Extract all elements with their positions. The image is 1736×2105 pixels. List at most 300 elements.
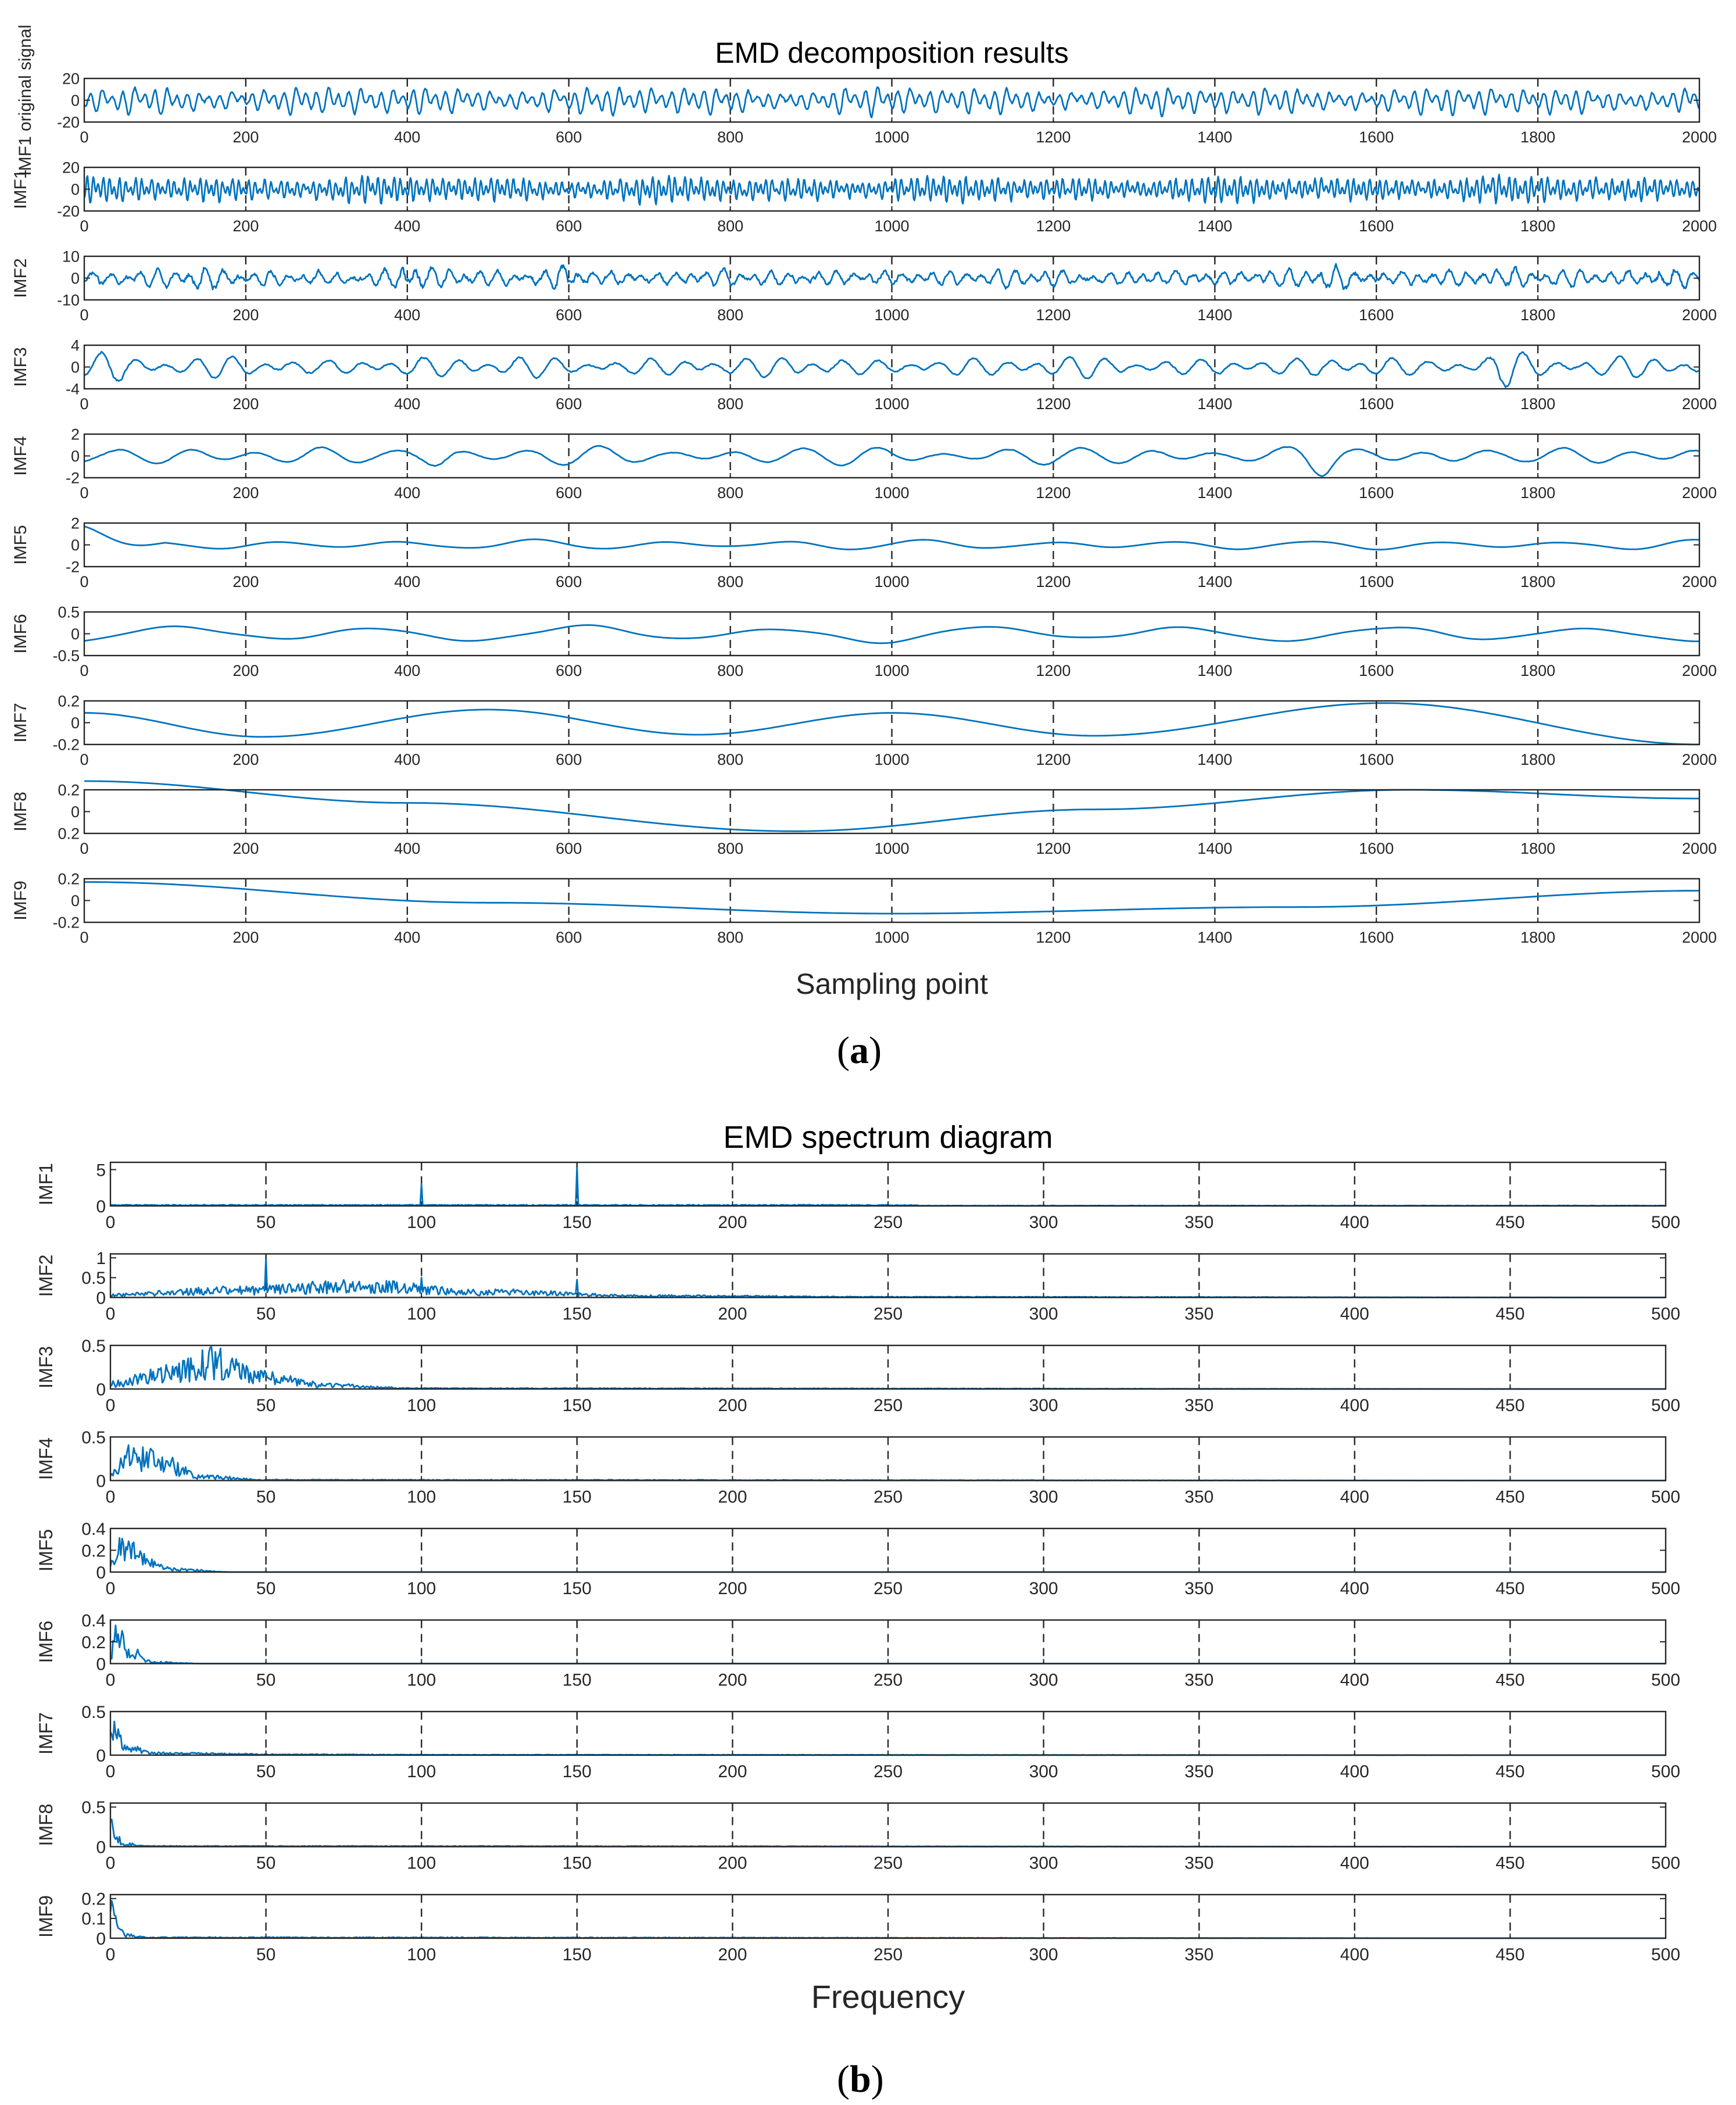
y-tick-label: 0 bbox=[96, 1838, 106, 1857]
x-tick-label: 400 bbox=[394, 484, 421, 502]
panel-b-spectrum bbox=[35, 1120, 1680, 2015]
x-tick-label: 150 bbox=[562, 1670, 592, 1690]
y-tick-label: 0 bbox=[70, 448, 80, 466]
x-tick-label: 100 bbox=[407, 1853, 436, 1873]
x-tick-label: 100 bbox=[407, 1945, 436, 1964]
x-tick-label: 350 bbox=[1184, 1304, 1214, 1324]
x-tick-label: 150 bbox=[562, 1396, 592, 1415]
x-tick-label: 250 bbox=[873, 1670, 903, 1690]
x-tick-label: 800 bbox=[717, 840, 744, 857]
x-tick-label: 0 bbox=[80, 840, 89, 857]
x-tick-label: 2000 bbox=[1681, 662, 1717, 679]
x-tick-label: 200 bbox=[718, 1396, 747, 1415]
y-tick-label: 0 bbox=[96, 1655, 106, 1674]
y-tick-label: 0.5 bbox=[58, 603, 80, 621]
x-tick-label: 400 bbox=[1340, 1487, 1369, 1507]
x-tick-label: 1800 bbox=[1520, 662, 1556, 679]
x-tick-label: 2000 bbox=[1681, 573, 1717, 590]
x-tick-label: 450 bbox=[1495, 1396, 1525, 1415]
panel-a-letter: a bbox=[849, 1029, 869, 1072]
axes-imf4 bbox=[35, 1428, 1680, 1506]
x-tick-label: 400 bbox=[1340, 1762, 1369, 1781]
x-tick-label: 300 bbox=[1029, 1396, 1058, 1415]
x-tick-label: 600 bbox=[556, 217, 582, 235]
x-tick-label: 200 bbox=[232, 840, 259, 857]
y-tick-label: 1 bbox=[96, 1249, 106, 1269]
x-tick-label: 1200 bbox=[1036, 573, 1071, 590]
y-tick-label: 0.5 bbox=[81, 1798, 106, 1818]
y-tick-label: 2 bbox=[70, 425, 80, 443]
x-tick-label: 1200 bbox=[1036, 751, 1071, 768]
x-tick-label: 100 bbox=[407, 1213, 436, 1232]
x-tick-label: 1000 bbox=[874, 128, 910, 146]
y-tick-label: 0 bbox=[70, 625, 80, 643]
axes-imf3 bbox=[11, 337, 1717, 413]
y-tick-label: 0.2 bbox=[58, 692, 80, 710]
x-tick-label: 600 bbox=[556, 573, 582, 590]
y-tick-label: 0.5 bbox=[81, 1269, 106, 1288]
x-tick-label: 450 bbox=[1495, 1762, 1525, 1781]
x-tick-label: 250 bbox=[873, 1579, 903, 1598]
x-tick-label: 50 bbox=[256, 1487, 276, 1507]
x-tick-label: 800 bbox=[717, 662, 744, 679]
x-tick-label: 1000 bbox=[874, 751, 910, 768]
y-tick-label: 0 bbox=[70, 92, 80, 110]
x-tick-label: 1200 bbox=[1036, 306, 1071, 324]
y-tick-label: 0.4 bbox=[81, 1611, 106, 1631]
x-tick-label: 150 bbox=[562, 1213, 592, 1232]
x-tick-label: 1000 bbox=[874, 662, 910, 679]
x-tick-label: 600 bbox=[556, 751, 582, 768]
axes-imf9 bbox=[35, 1890, 1680, 1964]
x-tick-label: 150 bbox=[562, 1487, 592, 1507]
x-axis-label: Frequency bbox=[811, 1978, 965, 2015]
x-tick-label: 1000 bbox=[874, 395, 910, 413]
x-tick-label: 0 bbox=[80, 306, 89, 324]
x-tick-label: 200 bbox=[718, 1487, 747, 1507]
x-tick-label: 250 bbox=[873, 1396, 903, 1415]
x-tick-label: 400 bbox=[394, 929, 421, 946]
x-tick-label: 1800 bbox=[1520, 395, 1556, 413]
x-tick-label: 450 bbox=[1495, 1579, 1525, 1598]
x-tick-label: 800 bbox=[717, 217, 744, 235]
y-tick-label: 0.2 bbox=[81, 1633, 106, 1652]
y-tick-label: 0 bbox=[96, 1929, 106, 1949]
x-tick-label: 350 bbox=[1184, 1487, 1214, 1507]
x-tick-label: 1400 bbox=[1197, 217, 1233, 235]
x-tick-label: 200 bbox=[232, 751, 259, 768]
x-tick-label: 1400 bbox=[1197, 306, 1233, 324]
x-tick-label: 1600 bbox=[1359, 128, 1394, 146]
y-axis-label: IMF3 bbox=[11, 347, 30, 387]
x-tick-label: 0 bbox=[105, 1213, 116, 1232]
x-tick-label: 1200 bbox=[1036, 395, 1071, 413]
x-tick-label: 1600 bbox=[1359, 306, 1394, 324]
y-axis-label: IMF8 bbox=[11, 792, 30, 832]
y-tick-label: 20 bbox=[62, 159, 80, 177]
x-tick-label: 350 bbox=[1184, 1579, 1214, 1598]
x-tick-label: 1400 bbox=[1197, 484, 1233, 502]
axes-imf2 bbox=[11, 248, 1717, 324]
y-tick-label: -0.5 bbox=[52, 647, 80, 665]
x-tick-label: 250 bbox=[873, 1762, 903, 1781]
x-tick-label: 200 bbox=[232, 395, 259, 413]
x-tick-label: 200 bbox=[718, 1579, 747, 1598]
x-tick-label: 800 bbox=[717, 306, 744, 324]
x-tick-label: 1200 bbox=[1036, 840, 1071, 857]
x-tick-label: 450 bbox=[1495, 1670, 1525, 1690]
y-tick-label: -0.2 bbox=[52, 914, 80, 932]
x-tick-label: 600 bbox=[556, 395, 582, 413]
axes-imf8 bbox=[35, 1798, 1680, 1873]
x-tick-label: 400 bbox=[394, 751, 421, 768]
y-tick-label: 10 bbox=[62, 248, 80, 266]
x-tick-label: 450 bbox=[1495, 1487, 1525, 1507]
x-tick-label: 0 bbox=[80, 751, 89, 768]
x-axis-label: Sampling point bbox=[796, 968, 988, 1000]
x-tick-label: 50 bbox=[256, 1579, 276, 1598]
y-tick-label: 0.2 bbox=[81, 1541, 106, 1561]
y-axis-label: IMF6 bbox=[11, 614, 30, 654]
x-tick-label: 450 bbox=[1495, 1945, 1525, 1964]
x-tick-label: 1800 bbox=[1520, 840, 1556, 857]
x-tick-label: 200 bbox=[718, 1304, 747, 1324]
x-tick-label: 1000 bbox=[874, 929, 910, 946]
x-tick-label: 250 bbox=[873, 1853, 903, 1873]
panel-b-letter: b bbox=[849, 2058, 871, 2100]
chart-title: EMD spectrum diagram bbox=[723, 1120, 1053, 1155]
x-tick-label: 1400 bbox=[1197, 840, 1233, 857]
x-tick-label: 400 bbox=[394, 395, 421, 413]
y-tick-label: 5 bbox=[96, 1161, 106, 1180]
x-tick-label: 2000 bbox=[1681, 306, 1717, 324]
x-tick-label: 600 bbox=[556, 929, 582, 946]
y-tick-label: -10 bbox=[56, 291, 80, 309]
x-tick-label: 200 bbox=[232, 573, 259, 590]
x-tick-label: 50 bbox=[256, 1396, 276, 1415]
axes-imf7 bbox=[35, 1703, 1680, 1781]
axes-imf4 bbox=[11, 426, 1717, 502]
x-tick-label: 500 bbox=[1651, 1396, 1681, 1415]
x-tick-label: 1600 bbox=[1359, 929, 1394, 946]
x-tick-label: 1800 bbox=[1520, 217, 1556, 235]
series-line-imf6 bbox=[110, 1626, 1666, 1664]
x-tick-label: 0 bbox=[80, 128, 89, 146]
axes-imf3 bbox=[35, 1337, 1680, 1415]
x-tick-label: 500 bbox=[1651, 1213, 1681, 1232]
y-tick-label: 0.5 bbox=[81, 1428, 106, 1448]
x-tick-label: 100 bbox=[407, 1579, 436, 1598]
y-tick-label: -2 bbox=[65, 558, 80, 576]
x-tick-label: 600 bbox=[556, 306, 582, 324]
x-tick-label: 300 bbox=[1029, 1670, 1058, 1690]
x-tick-label: 1800 bbox=[1520, 751, 1556, 768]
panel-a-decomposition bbox=[11, 24, 1717, 1000]
axes-imf7 bbox=[11, 693, 1717, 768]
y-tick-label: -20 bbox=[56, 113, 80, 131]
y-axis-label: IMF4 bbox=[11, 436, 30, 476]
x-tick-label: 2000 bbox=[1681, 751, 1717, 768]
x-tick-label: 0 bbox=[80, 395, 89, 413]
x-tick-label: 800 bbox=[717, 395, 744, 413]
x-tick-label: 1400 bbox=[1197, 929, 1233, 946]
x-tick-label: 600 bbox=[556, 840, 582, 857]
axes-imf9 bbox=[11, 871, 1717, 946]
x-tick-label: 250 bbox=[873, 1945, 903, 1964]
y-axis-label: IMF7 bbox=[35, 1712, 56, 1755]
x-tick-label: 150 bbox=[562, 1945, 592, 1964]
x-tick-label: 300 bbox=[1029, 1762, 1058, 1781]
y-tick-label: 4 bbox=[70, 336, 80, 355]
x-tick-label: 500 bbox=[1651, 1487, 1681, 1507]
x-tick-label: 300 bbox=[1029, 1304, 1058, 1324]
y-axis-label: IMF4 bbox=[35, 1437, 56, 1480]
x-tick-label: 100 bbox=[407, 1396, 436, 1415]
x-tick-label: 800 bbox=[717, 573, 744, 590]
y-tick-label: 0.5 bbox=[81, 1702, 106, 1722]
y-tick-label: 0 bbox=[96, 1563, 106, 1583]
axes-imf6 bbox=[35, 1611, 1680, 1689]
x-tick-label: 0 bbox=[105, 1579, 116, 1598]
x-tick-label: 1600 bbox=[1359, 217, 1394, 235]
x-tick-label: 150 bbox=[562, 1762, 592, 1781]
x-tick-label: 400 bbox=[1340, 1945, 1369, 1964]
x-tick-label: 400 bbox=[1340, 1853, 1369, 1873]
x-tick-label: 200 bbox=[232, 662, 259, 679]
x-tick-label: 250 bbox=[873, 1304, 903, 1324]
y-tick-label: 2 bbox=[70, 514, 80, 532]
x-tick-label: 50 bbox=[256, 1670, 276, 1690]
x-tick-label: 100 bbox=[407, 1670, 436, 1690]
axes-imf5 bbox=[35, 1520, 1680, 1598]
x-tick-label: 350 bbox=[1184, 1762, 1214, 1781]
y-tick-label: 0.2 bbox=[58, 825, 80, 843]
x-tick-label: 350 bbox=[1184, 1396, 1214, 1415]
x-tick-label: 0 bbox=[105, 1945, 116, 1964]
x-tick-label: 200 bbox=[232, 217, 259, 235]
y-axis-label: IMF7 bbox=[11, 703, 30, 743]
y-tick-label: 0 bbox=[70, 181, 80, 199]
x-tick-label: 1800 bbox=[1520, 929, 1556, 946]
x-tick-label: 350 bbox=[1184, 1853, 1214, 1873]
x-tick-label: 0 bbox=[80, 662, 89, 679]
y-tick-label: 0.1 bbox=[81, 1909, 106, 1929]
x-tick-label: 200 bbox=[718, 1945, 747, 1964]
x-tick-label: 2000 bbox=[1681, 840, 1717, 857]
y-tick-label: 20 bbox=[62, 70, 80, 88]
x-tick-label: 1800 bbox=[1520, 128, 1556, 146]
x-tick-label: 1000 bbox=[874, 306, 910, 324]
x-tick-label: 500 bbox=[1651, 1945, 1681, 1964]
x-tick-label: 1800 bbox=[1520, 306, 1556, 324]
x-tick-label: 250 bbox=[873, 1213, 903, 1232]
y-axis-label: IMF9 bbox=[11, 880, 30, 921]
x-tick-label: 100 bbox=[407, 1762, 436, 1781]
x-tick-label: 0 bbox=[80, 217, 89, 235]
y-axis-label: IMF6 bbox=[35, 1620, 56, 1663]
y-tick-label: 0 bbox=[70, 359, 80, 377]
y-tick-label: 0 bbox=[70, 892, 80, 910]
x-tick-label: 200 bbox=[718, 1213, 747, 1232]
y-tick-label: -2 bbox=[65, 469, 80, 487]
y-tick-label: 0 bbox=[70, 270, 80, 288]
axes-imf6 bbox=[11, 604, 1717, 679]
axes-imf2 bbox=[35, 1249, 1680, 1323]
y-tick-label: 0.2 bbox=[58, 781, 80, 799]
x-tick-label: 500 bbox=[1651, 1762, 1681, 1781]
x-tick-label: 50 bbox=[256, 1213, 276, 1232]
x-tick-label: 400 bbox=[394, 217, 421, 235]
y-tick-label: -20 bbox=[56, 202, 80, 220]
x-tick-label: 2000 bbox=[1681, 484, 1717, 502]
x-tick-label: 50 bbox=[256, 1853, 276, 1873]
y-axis-label: IMF2 bbox=[11, 258, 30, 298]
y-tick-label: 0.5 bbox=[81, 1336, 106, 1356]
x-tick-label: 100 bbox=[407, 1487, 436, 1507]
series-line-imf2 bbox=[110, 1258, 1666, 1297]
series-line-imf4 bbox=[110, 1445, 1666, 1481]
axes-imf8 bbox=[11, 781, 1717, 857]
x-tick-label: 1400 bbox=[1197, 751, 1233, 768]
x-tick-label: 1200 bbox=[1036, 484, 1071, 502]
x-tick-label: 0 bbox=[80, 573, 89, 590]
x-tick-label: 1200 bbox=[1036, 128, 1071, 146]
series-line-imf9 bbox=[110, 1901, 1666, 1938]
x-tick-label: 400 bbox=[1340, 1579, 1369, 1598]
series-line-imf3 bbox=[84, 352, 1699, 387]
x-tick-label: 500 bbox=[1651, 1670, 1681, 1690]
y-tick-label: 0 bbox=[96, 1197, 106, 1216]
x-tick-label: 200 bbox=[718, 1762, 747, 1781]
x-tick-label: 350 bbox=[1184, 1945, 1214, 1964]
x-tick-label: 400 bbox=[1340, 1213, 1369, 1232]
x-tick-label: 0 bbox=[105, 1487, 116, 1507]
y-tick-label: 0.2 bbox=[81, 1889, 106, 1909]
y-tick-label: 0.2 bbox=[58, 870, 80, 888]
y-tick-label: -0.2 bbox=[52, 736, 80, 754]
x-tick-label: 800 bbox=[717, 929, 744, 946]
x-tick-label: 1000 bbox=[874, 840, 910, 857]
x-tick-label: 400 bbox=[1340, 1670, 1369, 1690]
y-axis-label: IMF1 original signal bbox=[16, 24, 35, 176]
x-tick-label: 2000 bbox=[1681, 395, 1717, 413]
x-tick-label: 0 bbox=[80, 929, 89, 946]
x-tick-label: 350 bbox=[1184, 1670, 1214, 1690]
x-tick-label: 300 bbox=[1029, 1487, 1058, 1507]
x-tick-label: 450 bbox=[1495, 1304, 1525, 1324]
x-tick-label: 450 bbox=[1495, 1853, 1525, 1873]
x-tick-label: 400 bbox=[394, 573, 421, 590]
x-tick-label: 400 bbox=[394, 662, 421, 679]
x-tick-label: 450 bbox=[1495, 1213, 1525, 1232]
x-tick-label: 400 bbox=[394, 840, 421, 857]
y-axis-label: IMF5 bbox=[35, 1529, 56, 1571]
x-tick-label: 1600 bbox=[1359, 395, 1394, 413]
y-axis-label: IMF2 bbox=[35, 1254, 56, 1297]
x-tick-label: 600 bbox=[556, 662, 582, 679]
axes-imf1 bbox=[11, 159, 1717, 235]
x-tick-label: 500 bbox=[1651, 1304, 1681, 1324]
y-tick-label: 0 bbox=[70, 803, 80, 821]
x-tick-label: 1600 bbox=[1359, 662, 1394, 679]
x-tick-label: 800 bbox=[717, 751, 744, 768]
x-tick-label: 1600 bbox=[1359, 751, 1394, 768]
axes-imf5 bbox=[11, 515, 1717, 590]
y-axis-label: IMF5 bbox=[11, 525, 30, 565]
x-tick-label: 300 bbox=[1029, 1945, 1058, 1964]
y-axis-label: IMF1 bbox=[11, 169, 30, 209]
x-tick-label: 200 bbox=[718, 1670, 747, 1690]
x-tick-label: 400 bbox=[394, 306, 421, 324]
x-tick-label: 0 bbox=[105, 1304, 116, 1324]
y-tick-label: 0 bbox=[96, 1746, 106, 1766]
x-tick-label: 1400 bbox=[1197, 128, 1233, 146]
x-tick-label: 1400 bbox=[1197, 662, 1233, 679]
x-tick-label: 200 bbox=[232, 306, 259, 324]
x-tick-label: 600 bbox=[556, 484, 582, 502]
panel-b-label: (b) bbox=[837, 2058, 884, 2100]
x-tick-label: 250 bbox=[873, 1487, 903, 1507]
y-tick-label: 0 bbox=[70, 536, 80, 554]
panel-a-label: (a) bbox=[837, 1029, 882, 1072]
series-line-imf7 bbox=[84, 703, 1699, 744]
x-tick-label: 100 bbox=[407, 1304, 436, 1324]
series-line-imf1 bbox=[110, 1166, 1666, 1206]
x-tick-label: 0 bbox=[105, 1670, 116, 1690]
x-tick-label: 350 bbox=[1184, 1213, 1214, 1232]
x-tick-label: 200 bbox=[718, 1853, 747, 1873]
x-tick-label: 2000 bbox=[1681, 929, 1717, 946]
x-tick-label: 800 bbox=[717, 128, 744, 146]
x-tick-label: 600 bbox=[556, 128, 582, 146]
x-tick-label: 1800 bbox=[1520, 484, 1556, 502]
x-tick-label: 1600 bbox=[1359, 484, 1394, 502]
x-tick-label: 1600 bbox=[1359, 840, 1394, 857]
x-tick-label: 1200 bbox=[1036, 217, 1071, 235]
x-tick-label: 1400 bbox=[1197, 573, 1233, 590]
x-tick-label: 0 bbox=[105, 1853, 116, 1873]
y-axis-label: IMF9 bbox=[35, 1895, 56, 1938]
x-tick-label: 1000 bbox=[874, 573, 910, 590]
x-tick-label: 150 bbox=[562, 1304, 592, 1324]
x-tick-label: 2000 bbox=[1681, 128, 1717, 146]
x-tick-label: 1000 bbox=[874, 217, 910, 235]
y-axis-label: IMF3 bbox=[35, 1346, 56, 1388]
x-tick-label: 0 bbox=[105, 1762, 116, 1781]
x-tick-label: 400 bbox=[1340, 1396, 1369, 1415]
x-tick-label: 1200 bbox=[1036, 662, 1071, 679]
chart-title: EMD decomposition results bbox=[715, 37, 1069, 69]
y-axis-label: IMF1 bbox=[35, 1163, 56, 1205]
x-tick-label: 1200 bbox=[1036, 929, 1071, 946]
x-tick-label: 150 bbox=[562, 1579, 592, 1598]
x-tick-label: 1000 bbox=[874, 484, 910, 502]
y-tick-label: 0.4 bbox=[81, 1519, 106, 1539]
x-tick-label: 1600 bbox=[1359, 573, 1394, 590]
x-tick-label: 500 bbox=[1651, 1579, 1681, 1598]
x-tick-label: 800 bbox=[717, 484, 744, 502]
y-tick-label: 0 bbox=[96, 1288, 106, 1308]
x-tick-label: 50 bbox=[256, 1945, 276, 1964]
y-tick-label: 0 bbox=[96, 1380, 106, 1399]
x-tick-label: 300 bbox=[1029, 1579, 1058, 1598]
x-tick-label: 0 bbox=[105, 1396, 116, 1415]
y-tick-label: 0 bbox=[70, 714, 80, 732]
x-tick-label: 1800 bbox=[1520, 573, 1556, 590]
x-tick-label: 50 bbox=[256, 1304, 276, 1324]
x-tick-label: 1400 bbox=[1197, 395, 1233, 413]
y-tick-label: 0 bbox=[96, 1472, 106, 1491]
